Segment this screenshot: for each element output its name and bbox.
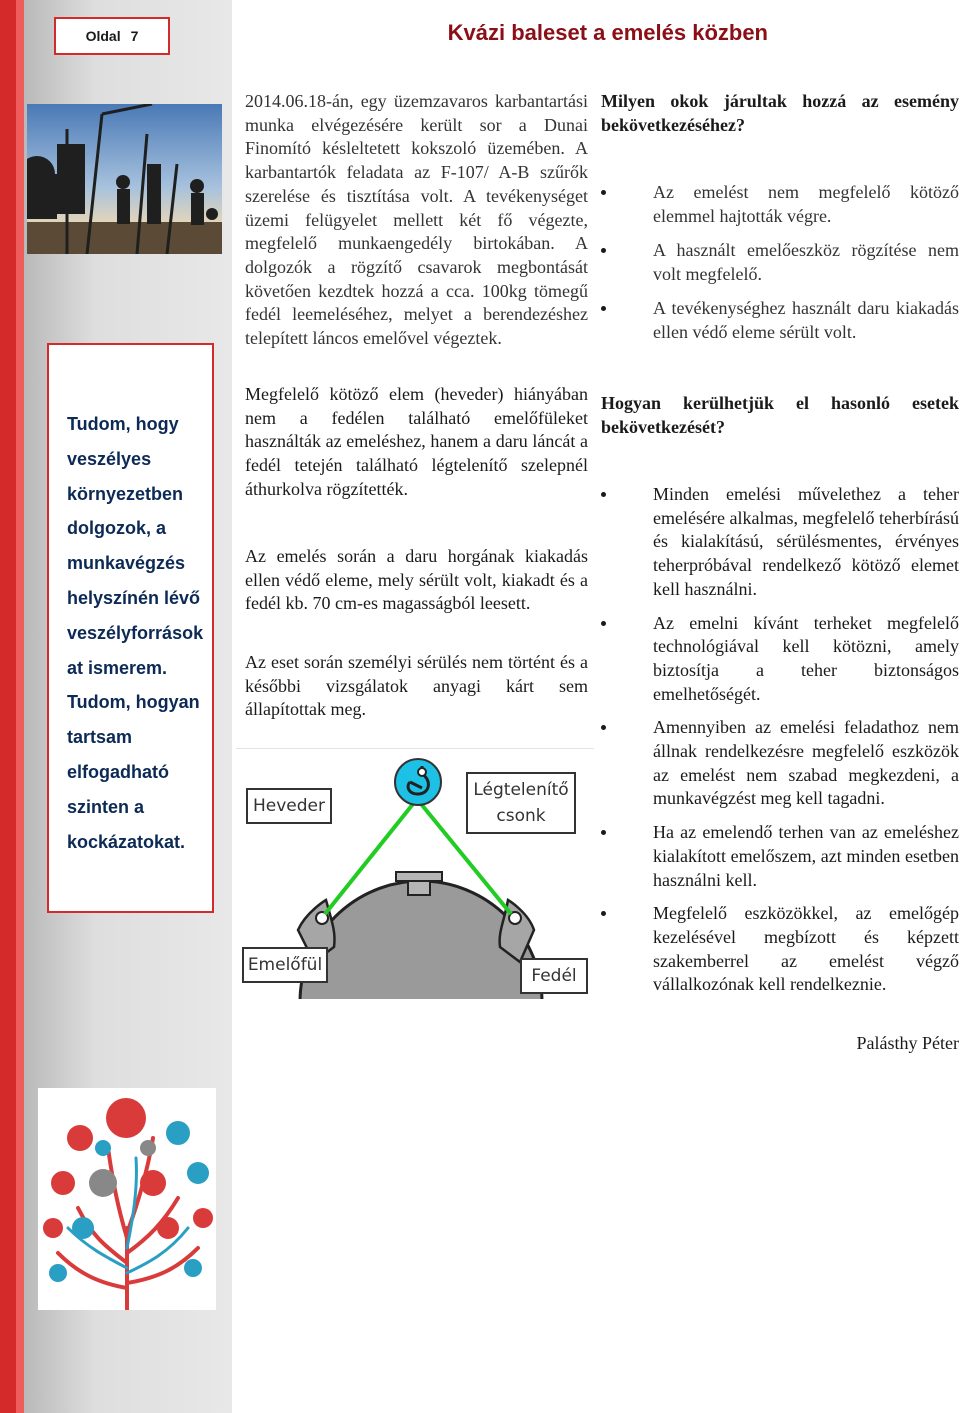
list-item-text: Az emelni kívánt terheket megfelelő technológiával kell kötözni, amely biztosítja a teher biztonságos emelhetőségét.	[653, 612, 959, 704]
bullet-icon	[601, 911, 606, 916]
list-item	[601, 239, 959, 286]
bullet-icon	[601, 830, 606, 835]
list-item-text: A tevékenységhez használt daru kiakadás ellen védő eleme sérült volt.	[653, 297, 959, 342]
page-title: Kvázi baleset a emelés közben	[447, 20, 768, 45]
red-margin-highlight	[16, 0, 24, 1413]
list-item	[601, 612, 959, 707]
list-item	[601, 181, 959, 228]
list-item	[601, 902, 959, 997]
list-item	[601, 716, 959, 811]
bullet-icon	[601, 190, 606, 195]
prevention-list	[601, 483, 959, 1007]
diagram-label-vent: Légtelenítő csonk	[466, 772, 576, 834]
page-number: 7	[130, 28, 139, 44]
list-item-text: Az emelést nem megfelelő kötöző elemmel hajtották végre.	[653, 182, 959, 226]
list-item-text: Amennyiben az emelési feladathoz nem állnak rendelkezésre megfelelő eszközök az emelést nem szabad megkezdeni, a munkavégzést meg kell tagadni.	[653, 717, 959, 809]
causes-heading: Milyen okok járultak hozzá az esemény bekövetkezéséhez?	[601, 91, 959, 135]
safety-pledge-text: Tudom, hogy veszélyes környezetben dolgozok, a munkavégzés helyszínén lévő veszélyforrások at ismerem. Tudom, hogyan tartsam elfogadható szinten a kockázatokat.	[67, 414, 204, 852]
prevention-heading: Hogyan kerülhetjük el hasonló esetek bekövetkezését?	[601, 393, 959, 437]
page-number-box	[54, 17, 170, 55]
list-item	[601, 297, 959, 344]
author-name: Palásthy Péter	[856, 1033, 959, 1053]
bullet-icon	[601, 621, 606, 626]
list-item	[601, 821, 959, 892]
rigging-description: Megfelelő kötöző elem (heveder) hiányában nem a fedélen található emelőfüleket használták az emeléshez, hanem a daru láncát a fedél tetején található légtelenítő szelepnél áthurkolva rögzítették.	[245, 384, 588, 499]
fall-description: Az emelés során a daru horgának kiakadás ellen védő eleme, mely sérült volt, kiakadt és a fedél kb. 70 cm-es magasságból leesett.	[245, 546, 588, 614]
safety-icon-tree-illustration	[38, 1088, 216, 1310]
column-divider	[236, 748, 594, 749]
diagram-label-cover: Fedél	[520, 958, 588, 994]
outcome-description: Az eset során személyi sérülés nem történt és a későbbi vizsgálatok anyagi kárt sem állapítottak meg.	[245, 652, 588, 720]
causes-list	[601, 181, 959, 355]
bullet-icon	[601, 725, 606, 730]
list-item-text: Megfelelő eszközökkel, az emelőgép kezelésével megbízott és képzett szakemberrel az emelést végző vállalkozónak kell rendelkeznie.	[653, 903, 959, 995]
incident-description: 2014.06.18-án, egy üzemzavaros karbantartási munka elvégezésére került sor a Dunai Finomító késleltetett kokszoló üzemében. A karbantartók feladata az F-107/ A-B szűrők szerelése és tisztítása volt. A tevékenységet üzemi felügyelet mellett két fő végezte, megfelelő munkaengedély birtokában. A dolgozók a rögzítő csavarok megbontását követően kezdtek hozzá a cca. 100kg tömegű fedél leemeléséhez, melyet a berendezéshez telepített láncos emelővel végeztek.	[245, 91, 588, 349]
diagram-label-sling: Heveder	[246, 788, 332, 824]
lifting-diagram	[236, 752, 598, 1014]
list-item-text: Ha az emelendő terhen van az emeléshez kialakított emelőszem, azt minden esetben használni kell.	[653, 822, 959, 890]
list-item	[601, 483, 959, 602]
page-label: Oldal	[85, 28, 121, 44]
bullet-icon	[601, 492, 606, 497]
list-item-text: Minden emelési művelethez a teher emelésére alkalmas, megfelelő teherbírású és kialakítású, sérülésmentes, érvényes teherpróbával rendelkező kötöző elemet kell használni.	[653, 484, 959, 599]
drilling-rig-photo	[27, 104, 222, 254]
list-item-text: A használt emelőeszköz rögzítése nem volt megfelelő.	[653, 239, 959, 284]
hook-circle-shape	[395, 759, 441, 805]
diagram-label-lug: Emelőfül	[242, 947, 328, 983]
safety-pledge-callout	[47, 343, 214, 913]
bullet-icon	[601, 248, 606, 253]
bullet-icon	[601, 306, 606, 311]
